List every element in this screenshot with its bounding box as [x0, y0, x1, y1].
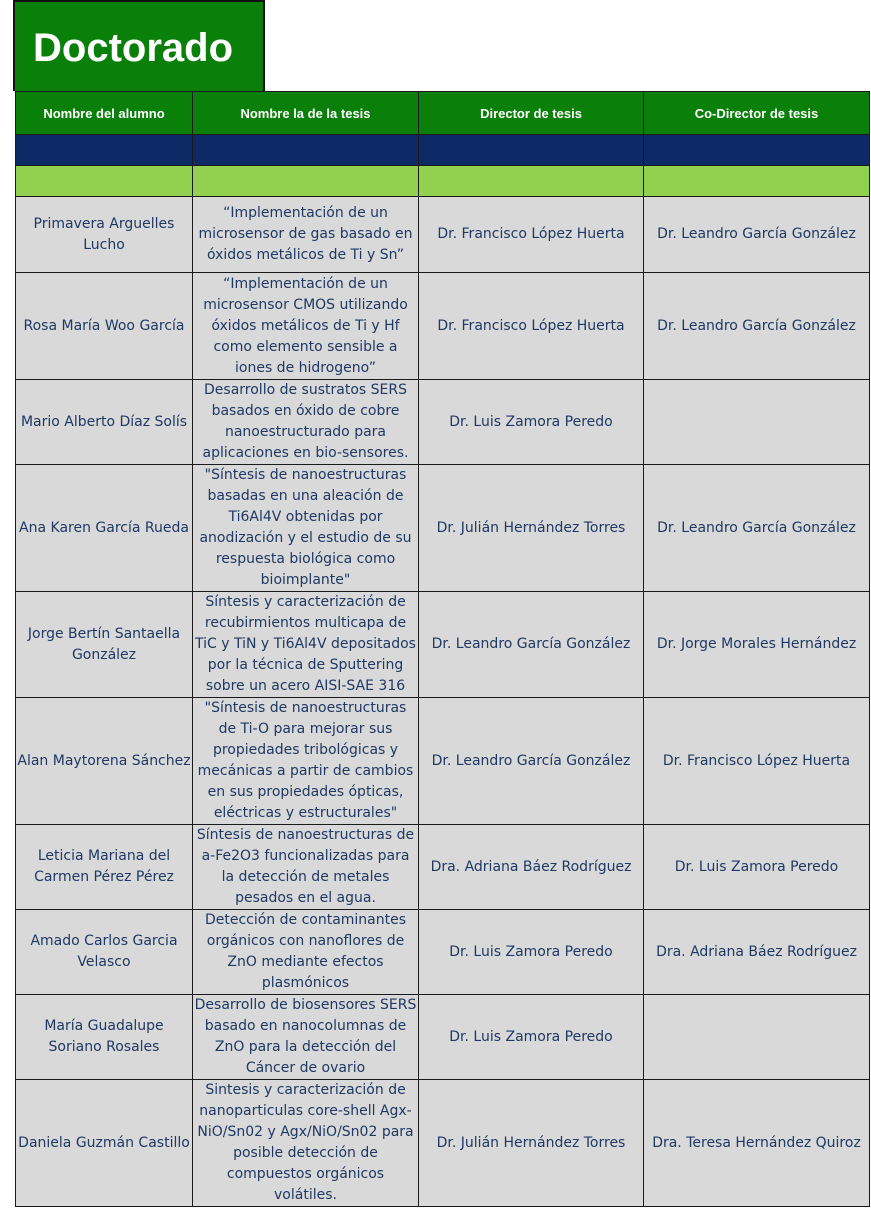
band-cell	[644, 135, 870, 166]
header-thesis: Nombre la de la tesis	[193, 92, 419, 135]
student-name: María Guadalupe Soriano Rosales	[16, 995, 193, 1080]
band-cell	[193, 135, 419, 166]
thesis-director: Dr. Julián Hernández Torres	[419, 1080, 644, 1207]
thesis-title: "Síntesis de nanoestructuras de Ti-O para mejorar sus propiedades tribológicas y mecánicas a partir de cambios en sus propiedades ópticas, eléctricas y estructurales"	[193, 698, 419, 825]
student-name: Amado Carlos Garcia Velasco	[16, 910, 193, 995]
thesis-table	[15, 91, 870, 1207]
thesis-title: “Implementación de un microsensor CMOS utilizando óxidos metálicos de Ti y Hf como elemento sensible a iones de hidrogeno”	[193, 273, 419, 380]
student-name: Rosa María Woo García	[16, 273, 193, 380]
thesis-title: “Implementación de un microsensor de gas basado en óxidos metálicos de Ti y Sn”	[193, 197, 419, 273]
thesis-director: Dr. Francisco López Huerta	[419, 197, 644, 273]
table-row	[16, 825, 870, 910]
thesis-director: Dr. Leandro García González	[419, 698, 644, 825]
thesis-codirector: Dr. Leandro García González	[644, 465, 870, 592]
thesis-director: Dr. Luis Zamora Peredo	[419, 910, 644, 995]
thesis-title: Síntesis de nanoestructuras de a-Fe2O3 funcionalizadas para la detección de metales pesados en el agua.	[193, 825, 419, 910]
thesis-title: Desarrollo de biosensores SERS basado en nanocolumnas de ZnO para la detección del Cáncer de ovario	[193, 995, 419, 1080]
thesis-codirector: Dr. Leandro García González	[644, 273, 870, 380]
navy-band-row	[16, 135, 870, 166]
student-name: Primavera Arguelles Lucho	[16, 197, 193, 273]
thesis-title: Sintesis y caracterización de nanoparticulas core-shell Agx-NiO/Sn02 y Agx/NiO/Sn02 para posible detección de compuestos orgánicos volátiles.	[193, 1080, 419, 1207]
thesis-director: Dr. Francisco López Huerta	[419, 273, 644, 380]
page-title: Doctorado	[13, 0, 265, 91]
header-student: Nombre del alumno	[16, 92, 193, 135]
thesis-codirector: Dr. Luis Zamora Peredo	[644, 825, 870, 910]
table-row	[16, 380, 870, 465]
thesis-director: Dr. Luis Zamora Peredo	[419, 995, 644, 1080]
band-cell	[419, 166, 644, 197]
student-name: Alan Maytorena Sánchez	[16, 698, 193, 825]
student-name: Leticia Mariana del Carmen Pérez Pérez	[16, 825, 193, 910]
thesis-director: Dr. Leandro García González	[419, 592, 644, 698]
thesis-codirector: Dra. Adriana Báez Rodríguez	[644, 910, 870, 995]
table-row	[16, 273, 870, 380]
thesis-director: Dr. Julián Hernández Torres	[419, 465, 644, 592]
thesis-title: "Síntesis de nanoestructuras basadas en una aleación de Ti6Al4V obtenidas por anodización y el estudio de su respuesta biológica como bioimplante"	[193, 465, 419, 592]
table-header-row	[16, 92, 870, 135]
thesis-codirector: Dra. Teresa Hernández Quiroz	[644, 1080, 870, 1207]
band-cell	[193, 166, 419, 197]
table-row	[16, 910, 870, 995]
lime-band-row	[16, 166, 870, 197]
header-director: Director de tesis	[419, 92, 644, 135]
band-cell	[644, 166, 870, 197]
table-row	[16, 465, 870, 592]
thesis-codirector: Dr. Leandro García González	[644, 197, 870, 273]
student-name: Ana Karen García Rueda	[16, 465, 193, 592]
student-name: Daniela Guzmán Castillo	[16, 1080, 193, 1207]
table-row	[16, 592, 870, 698]
thesis-codirector: Dr. Francisco López Huerta	[644, 698, 870, 825]
student-name: Jorge Bertín Santaella González	[16, 592, 193, 698]
band-cell	[16, 135, 193, 166]
table-row	[16, 698, 870, 825]
table-row	[16, 995, 870, 1080]
thesis-director: Dr. Luis Zamora Peredo	[419, 380, 644, 465]
thesis-title: Desarrollo de sustratos SERS basados en óxido de cobre nanoestructurado para aplicaciones en bio-sensores.	[193, 380, 419, 465]
thesis-codirector	[644, 380, 870, 465]
table-row	[16, 1080, 870, 1207]
thesis-codirector	[644, 995, 870, 1080]
thesis-title: Síntesis y caracterización de recubirmientos multicapa de TiC y TiN y Ti6Al4V depositados por la técnica de Sputtering sobre un acero AISI-SAE 316	[193, 592, 419, 698]
band-cell	[419, 135, 644, 166]
header-codirector: Co-Director de tesis	[644, 92, 870, 135]
thesis-codirector: Dr. Jorge Morales Hernández	[644, 592, 870, 698]
thesis-director: Dra. Adriana Báez Rodríguez	[419, 825, 644, 910]
student-name: Mario Alberto Díaz Solís	[16, 380, 193, 465]
table-row	[16, 197, 870, 273]
band-cell	[16, 166, 193, 197]
thesis-title: Detección de contaminantes orgánicos con nanoflores de ZnO mediante efectos plasmónicos	[193, 910, 419, 995]
